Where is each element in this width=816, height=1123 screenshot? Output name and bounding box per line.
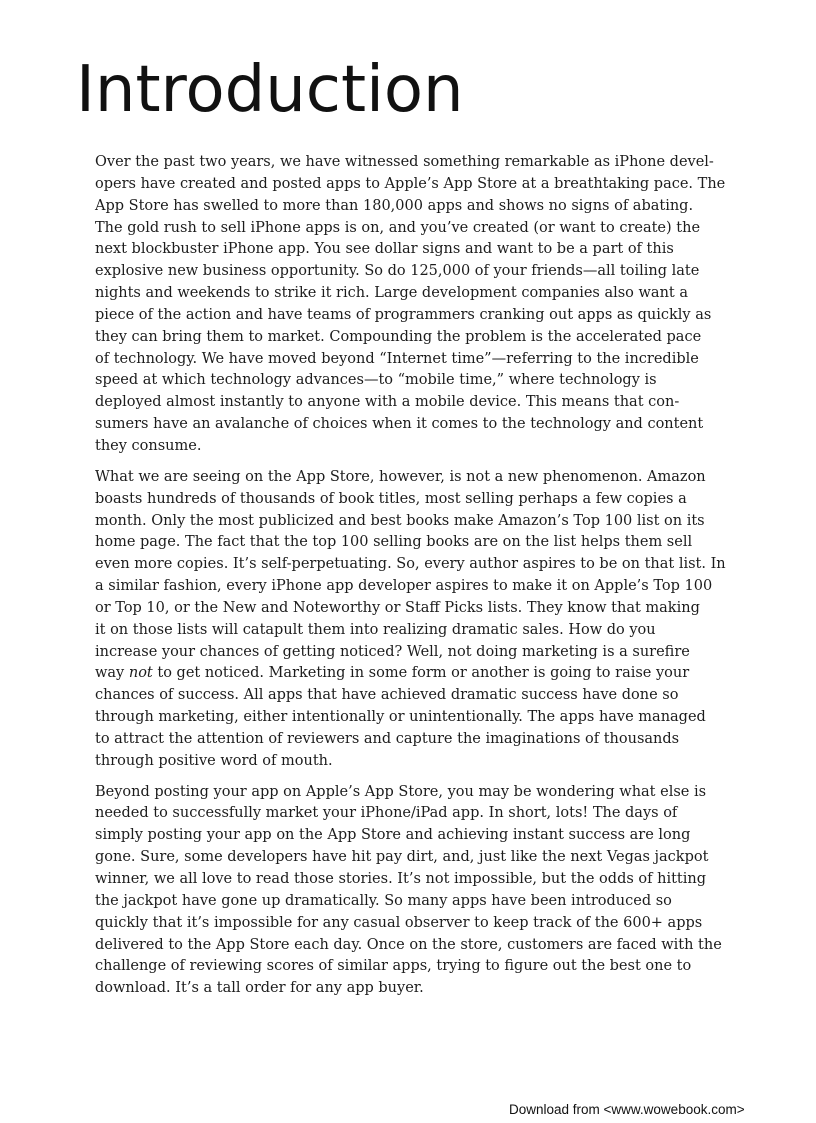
text-line: they can bring them to market. Compounding the problem is the accelerated pace [95, 328, 702, 345]
text-line: Over the past two years, we have witnessed something remarkable as iPhone devel- [95, 154, 714, 170]
text-line: month. Only the most publicized and best books make Amazon’s Top 100 list on its [95, 512, 705, 529]
text-line: of technology. We have moved beyond “Internet time”—referring to the incredible [95, 350, 699, 367]
text-line: they consume. [95, 437, 202, 454]
text-line-with-emphasis [95, 663, 746, 685]
download-source-note: Download from <www.wowebook.com> [509, 1102, 745, 1117]
text-line: through positive word of mouth. [95, 752, 333, 769]
text-line: sumers have an avalanche of choices when it comes to the technology and content [95, 416, 704, 433]
paragraph-3 [95, 782, 746, 1000]
text-fragment: way [95, 665, 129, 682]
text-line: deployed almost instantly to anyone with a mobile device. This means that con- [95, 394, 680, 411]
text-line: needed to successfully market your iPhone/iPad app. In short, lots! The days of [95, 805, 678, 822]
paragraph-2 [95, 467, 746, 773]
text-line: challenge of reviewing scores of similar apps, trying to figure out the best one to [95, 958, 692, 975]
text-line: to attract the attention of reviewers and capture the imaginations of thousands [95, 730, 680, 747]
text-line: explosive new business opportunity. So do 125,000 of your friends—all toiling late [95, 263, 700, 280]
text-line: nights and weekends to strike it rich. Large development companies also want a [95, 285, 688, 302]
text-line: App Store has swelled to more than 180,000 apps and shows no signs of abating. [95, 197, 694, 214]
paragraph-1 [95, 152, 746, 458]
text-line: piece of the action and have teams of programmers cranking out apps as quickly as [95, 306, 712, 323]
text-line: or Top 10, or the New and Noteworthy or Staff Picks lists. They know that making [95, 599, 700, 616]
text-line: boasts hundreds of thousands of book titles, most selling perhaps a few copies a [95, 490, 687, 507]
text-line: next blockbuster iPhone app. You see dollar signs and want to be a part of this [95, 241, 674, 258]
text-line: speed at which technology advances—to “mobile time,” where technology is [95, 372, 657, 389]
text-line: home page. The fact that the top 100 selling books are on the list helps them sell [95, 534, 693, 551]
text-line: opers have created and posted apps to Apple’s App Store at a breathtaking pace. The [95, 175, 726, 192]
text-line: download. It’s a tall order for any app buyer. [95, 980, 424, 997]
text-line: quickly that it’s impossible for any casual observer to keep track of the 600+ apps [95, 914, 703, 931]
emphasis-word: not [128, 665, 153, 682]
text-line: through marketing, either intentionally or unintentionally. The apps have managed [95, 709, 706, 726]
text-line: a similar fashion, every iPhone app developer aspires to make it on Apple’s Top 100 [95, 578, 713, 595]
body-text [95, 152, 746, 1009]
text-line: even more copies. It’s self-perpetuating. So, every author aspires to be on that list. In [95, 556, 726, 573]
text-line: chances of success. All apps that have achieved dramatic success have done so [95, 687, 679, 704]
text-line: What we are seeing on the App Store, however, is not a new phenomenon. Amazon [95, 468, 706, 485]
text-line: delivered to the App Store each day. Once on the store, customers are faced with the [95, 936, 722, 953]
text-line: gone. Sure, some developers have hit pay dirt, and, just like the next Vegas jackpot [95, 849, 709, 866]
text-line: simply posting your app on the App Store and achieving instant success are long [95, 827, 691, 844]
chapter-title: Introduction [76, 53, 464, 127]
text-line: The gold rush to sell iPhone apps is on, and you’ve created (or want to create) the [95, 219, 701, 236]
text-line: winner, we all love to read those stories. It’s not impossible, but the odds of hitting [95, 871, 706, 887]
text-line: increase your chances of getting noticed? Well, not doing marketing is a surefire [95, 643, 690, 660]
text-line: the jackpot have gone up dramatically. So many apps have been introduced so [95, 892, 672, 909]
text-fragment: to get noticed. Marketing in some form or another is going to raise your [152, 665, 690, 682]
text-line: Beyond posting your app on Apple’s App Store, you may be wondering what else is [95, 783, 707, 800]
text-line: it on those lists will catapult them into realizing dramatic sales. How do you [95, 621, 656, 638]
